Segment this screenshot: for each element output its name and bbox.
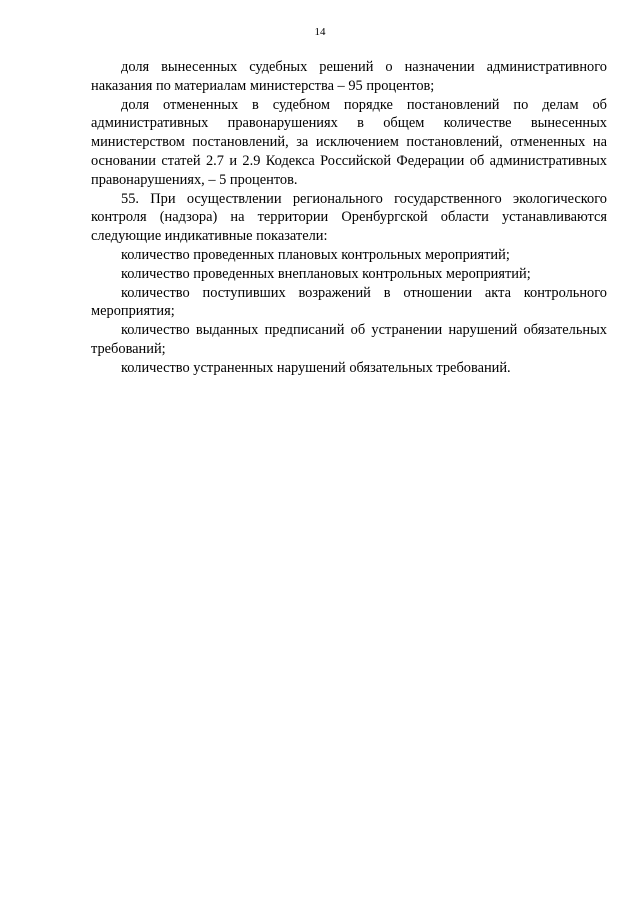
paragraph-objections: количество поступивших возражений в отношении акта контрольного мероприятия; [91,284,607,320]
paragraph-item-55: 55. При осуществлении регионального государственного экологического контроля (надзора) на территории Оренбургской области устанавливаются следующие индикативные показатели: [91,190,607,245]
document-body [91,58,607,378]
paragraph-unplanned-inspections: количество проведенных внеплановых контрольных мероприятий; [121,265,531,282]
page-number: 14 [314,26,326,38]
paragraph-planned-inspections: количество проведенных плановых контрольных мероприятий; [121,246,510,263]
paragraph-court-decisions-share: доля вынесенных судебных решений о назначении административного наказания по материалам министерства – 95 процентов; [91,59,607,94]
paragraph-eliminated-violations: количество устраненных нарушений обязательных требований. [121,359,511,376]
paragraph-cancelled-resolutions-share: доля отмененных в судебном порядке постановлений по делам об административных правонарушениях в общем количестве вынесенных министерством постановлений, за исключением постановлений, отмененных на основании статей 2.7 и 2.9 Кодекса Российской Федерации об административных правонарушениях, – 5 процентов. [91,96,607,188]
paragraph-issued-orders: количество выданных предписаний об устранении нарушений обязательных требований; [91,322,607,357]
